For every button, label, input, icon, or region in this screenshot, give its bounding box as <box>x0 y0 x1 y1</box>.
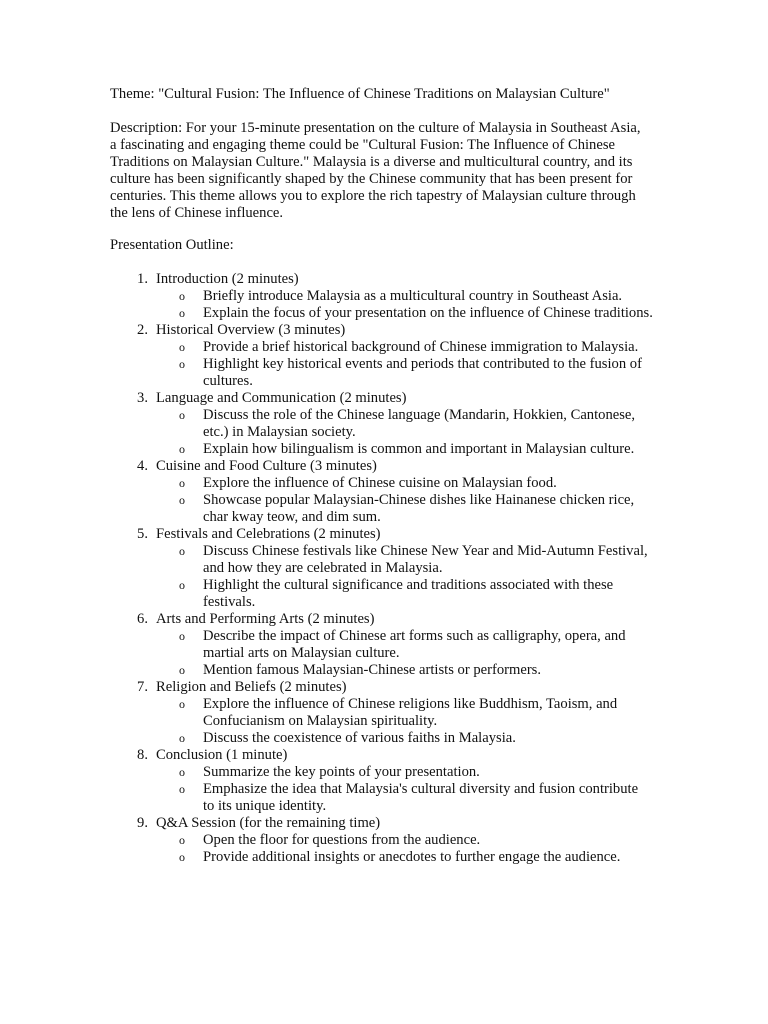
section-title: Introduction (2 minutes) <box>156 271 299 287</box>
outline-section <box>0 747 768 815</box>
bullet-point-text: Highlight key historical events and periods that contributed to the fusion of cultures. <box>203 356 642 389</box>
section-title: Q&A Session (for the remaining time) <box>156 815 381 831</box>
bullet-point-text: Emphasize the idea that Malaysia's cultural diversity and fusion contribute to its unique identity. <box>203 781 639 814</box>
bullet-point-text: Highlight the cultural significance and traditions associated with these festivals. <box>203 577 614 610</box>
section-title: Conclusion (1 minute) <box>156 747 288 763</box>
bullet-point <box>0 288 653 305</box>
section-title: Language and Communication (2 minutes) <box>156 390 407 406</box>
circle-bullet-icon: o <box>179 544 185 558</box>
section-points <box>0 339 768 390</box>
circle-bullet-icon: o <box>179 578 185 592</box>
section-points <box>0 288 768 322</box>
bullet-point <box>0 764 653 781</box>
bullet-point <box>0 696 653 730</box>
circle-bullet-icon: o <box>179 493 185 507</box>
section-points <box>0 832 768 866</box>
bullet-point-text: Discuss the role of the Chinese language (Mandarin, Hokkien, Cantonese, etc.) in Malaysian society. <box>203 407 636 440</box>
outline-section <box>0 390 768 458</box>
section-heading <box>0 458 768 475</box>
section-points <box>0 407 768 458</box>
bullet-point <box>0 475 653 492</box>
section-number: 4. <box>137 458 148 474</box>
bullet-point-text: Discuss Chinese festivals like Chinese New Year and Mid-Autumn Festival, and how they are celebrated in Malaysia. <box>203 543 648 576</box>
bullet-point-text: Provide a brief historical background of Chinese immigration to Malaysia. <box>203 339 639 355</box>
circle-bullet-icon: o <box>179 731 185 745</box>
section-title: Arts and Performing Arts (2 minutes) <box>156 611 375 627</box>
bullet-point-text: Explain how bilingualism is common and important in Malaysian culture. <box>203 441 635 457</box>
bullet-point-text: Explain the focus of your presentation on the influence of Chinese traditions. <box>203 305 653 321</box>
outline-section <box>0 679 768 747</box>
section-number: 6. <box>137 611 148 627</box>
bullet-point-text: Mention famous Malaysian-Chinese artists or performers. <box>203 662 542 678</box>
section-number: 1. <box>137 271 148 287</box>
section-number: 5. <box>137 526 148 542</box>
section-heading <box>0 679 768 696</box>
bullet-point <box>0 543 653 577</box>
theme-line: Theme: "Cultural Fusion: The Influence of Chinese Traditions on Malaysian Culture" <box>110 86 610 102</box>
outline-section <box>0 611 768 679</box>
bullet-point <box>0 628 653 662</box>
section-title: Festivals and Celebrations (2 minutes) <box>156 526 381 542</box>
bullet-point-text: Describe the impact of Chinese art forms such as calligraphy, opera, and martial arts on Malaysian culture. <box>203 628 626 661</box>
section-heading <box>0 271 768 288</box>
section-number: 2. <box>137 322 148 338</box>
bullet-point-text: Discuss the coexistence of various faiths in Malaysia. <box>203 730 516 746</box>
bullet-point-text: Open the floor for questions from the audience. <box>203 832 481 848</box>
bullet-point-text: Showcase popular Malaysian-Chinese dishes like Hainanese chicken rice, char kway teow, and dim sum. <box>203 492 635 525</box>
bullet-point <box>0 339 653 356</box>
circle-bullet-icon: o <box>179 697 185 711</box>
outline-section <box>0 271 768 322</box>
bullet-point-text: Explore the influence of Chinese religions like Buddhism, Taoism, and Confucianism on Malaysian spirituality. <box>203 696 618 729</box>
bullet-point <box>0 662 653 679</box>
section-points <box>0 475 768 526</box>
outline-section <box>0 815 768 866</box>
outline-heading: Presentation Outline: <box>110 237 234 253</box>
circle-bullet-icon: o <box>179 765 185 779</box>
bullet-point-text: Briefly introduce Malaysia as a multicultural country in Southeast Asia. <box>203 288 623 304</box>
section-title: Cuisine and Food Culture (3 minutes) <box>156 458 377 474</box>
section-heading <box>0 747 768 764</box>
description-paragraph: Description: For your 15-minute presentation on the culture of Malaysia in Southeast Asia, a fascinating and engaging theme could be "Cultural Fusion: The Influence of Chinese Traditions on Malaysian Culture." Malaysia is a diverse and multicultural country, and its culture has been significantly shaped by the Chinese community that has been present for centuries. This theme allows you to explore the rich tapestry of Malaysian culture through the lens of Chinese influence. <box>110 120 641 221</box>
section-title: Historical Overview (3 minutes) <box>156 322 346 338</box>
bullet-point <box>0 356 653 390</box>
circle-bullet-icon: o <box>179 850 185 864</box>
section-heading <box>0 611 768 628</box>
outline-section <box>0 526 768 611</box>
circle-bullet-icon: o <box>179 663 185 677</box>
circle-bullet-icon: o <box>179 340 185 354</box>
section-heading <box>0 526 768 543</box>
section-points <box>0 543 768 611</box>
bullet-point <box>0 849 653 866</box>
bullet-point <box>0 441 653 458</box>
circle-bullet-icon: o <box>179 357 185 371</box>
circle-bullet-icon: o <box>179 782 185 796</box>
outline-section <box>0 322 768 390</box>
section-heading <box>0 322 768 339</box>
presentation-outline <box>0 271 768 866</box>
bullet-point-text: Explore the influence of Chinese cuisine on Malaysian food. <box>203 475 557 491</box>
section-points <box>0 628 768 679</box>
circle-bullet-icon: o <box>179 306 185 320</box>
bullet-point <box>0 407 653 441</box>
section-heading <box>0 390 768 407</box>
section-number: 8. <box>137 747 148 763</box>
outline-section <box>0 458 768 526</box>
section-number: 3. <box>137 390 148 406</box>
bullet-point-text: Provide additional insights or anecdotes to further engage the audience. <box>203 849 621 865</box>
bullet-point <box>0 832 653 849</box>
section-number: 7. <box>137 679 148 695</box>
section-heading <box>0 815 768 832</box>
bullet-point <box>0 305 653 322</box>
section-number: 9. <box>137 815 148 831</box>
section-points <box>0 696 768 747</box>
circle-bullet-icon: o <box>179 629 185 643</box>
section-title: Religion and Beliefs (2 minutes) <box>156 679 347 695</box>
bullet-point-text: Summarize the key points of your presentation. <box>203 764 480 780</box>
section-points <box>0 764 768 815</box>
circle-bullet-icon: o <box>179 442 185 456</box>
bullet-point <box>0 492 653 526</box>
circle-bullet-icon: o <box>179 476 185 490</box>
circle-bullet-icon: o <box>179 289 185 303</box>
bullet-point <box>0 577 653 611</box>
circle-bullet-icon: o <box>179 408 185 422</box>
circle-bullet-icon: o <box>179 833 185 847</box>
bullet-point <box>0 781 653 815</box>
bullet-point <box>0 730 653 747</box>
